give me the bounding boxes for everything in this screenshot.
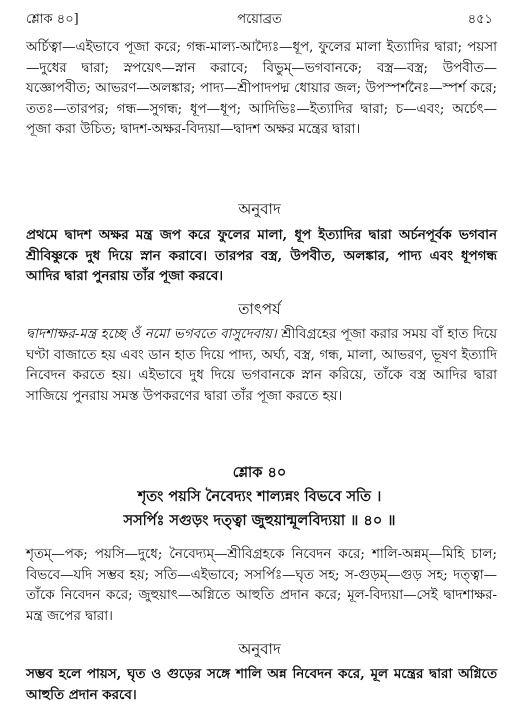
running-header [26, 10, 493, 30]
page-number: ৪৫১ [467, 11, 493, 27]
translation-heading-2: অনুবাদ [238, 640, 281, 658]
verse-line-1: শৃতং পয়সি নৈবেদ্যং শাল্যন্নং বিভবে সতি । [137, 488, 382, 505]
translation-2: সম্ভব হলে পায়স, ঘৃত ও গুড়ের সঙ্গে শালি অন্ন নিবেদন করে, মূল মন্ত্রের দ্বারা অগ্নিতে আহুতি প্রদান করবে। [26, 666, 497, 703]
verse-line-2: সসর্পিঃ সগুড়ং দত্ত্বা জুহুয়ান্মূলবিদ্যয়া ॥ ৪০ ॥ [123, 512, 396, 529]
purport-text: শ্রীবিগ্রহের পূজা করার সময় বাঁ হাত দিয়ে ঘণ্টা বাজাতে হয় এবং ডান হাত দিয়ে পাদ্য, অর্ঘ্য, বস্ত্র, গন্ধ, মালা, আভরণ, ভূষণ ইত্যাদি নিবেদন করতে হয়। এইভাবে দুধ দিয়ে ভগবানকে স্নান করিয়ে, তাঁকে বস্ত্র আদির দ্বারা সাজিয়ে পুনরায় সমস্ত উপকরণের দ্বারা তাঁর পূজা করতে হয়। [26, 327, 497, 404]
translation-1: প্রথমে দ্বাদশ অক্ষর মন্ত্র জপ করে ফুলের মালা, ধূপ ইত্যাদির দ্বারা অর্চনপূর্বক ভগবান শ্রীবিষ্ণুকে দুধ দিয়ে স্নান করাবে। তারপর বস্ত্র, উপবীত, অলঙ্কার, পাদ্য এবং ধূপগন্ধ আদির দ্বারা পুনরায় তাঁর পূজা করবে। [26, 227, 497, 285]
synonyms-top: অর্চিত্বা—এইভাবে পূজা করে; গন্ধ-মাল্য-আদ্যৈঃ—ধূপ, ফুলের মালা ইত্যাদির দ্বারা; পয়সা—দুধের দ্বারা; স্নপয়েৎ—স্নান করাবে; বিভুম্—ভগবানকে; বস্ত্র—বস্ত্র; উপবীত—যজ্ঞোপবীত; আভরণ—অলঙ্কার; পাদ্য—শ্রীপাদপদ্ম ধোয়ার জল; উপস্পর্শনৈঃ—স্পর্শ করে; ততঃ—তারপর; গন্ধ—সুগন্ধ; ধূপ—ধূপ; আদিভিঃ—ইত্যাদির দ্বারা; চ—এবং; অর্চেৎ—পূজা করা উচিত; দ্বাদশ-অক্ষর-বিদ্যয়া—দ্বাদশ অক্ষর মন্ত্রের দ্বারা। [26, 40, 497, 138]
translation-heading-1: অনুবাদ [238, 200, 281, 218]
synonyms-bottom: শৃতম্—পক; পয়সি—দুধে; নৈবেদ্যম্—শ্রীবিগ্রহকে নিবেদন করে; শালি-অন্নম্—মিহি চাল; বিভবে—যদি সম্ভব হয়; সতি—এইভাবে; সসর্পিঃ—ঘৃত সহ; স-গুড়ম্—গুড় সহ; দত্ত্বা—তাঁকে নিবেদন করে; জুহুয়াৎ—অগ্নিতে আহুতি প্রদান করে; মূল-বিদ্যয়া—সেই দ্বাদশাক্ষর-মন্ত্র জপের দ্বারা। [26, 547, 497, 624]
purport [26, 325, 497, 407]
purport-heading: তাৎপর্য [238, 300, 281, 318]
verse-number: শ্লোক ৪০ [232, 464, 287, 481]
header-verse-ref: শ্লোক ৪০] [26, 11, 79, 27]
header-chapter-title: পয়োব্রত [237, 11, 282, 27]
purport-mantra: দ্বাদশাক্ষর-মন্ত্র হচ্ছে ওঁ নমো ভগবতে বাসুদেবায়। [26, 327, 277, 342]
